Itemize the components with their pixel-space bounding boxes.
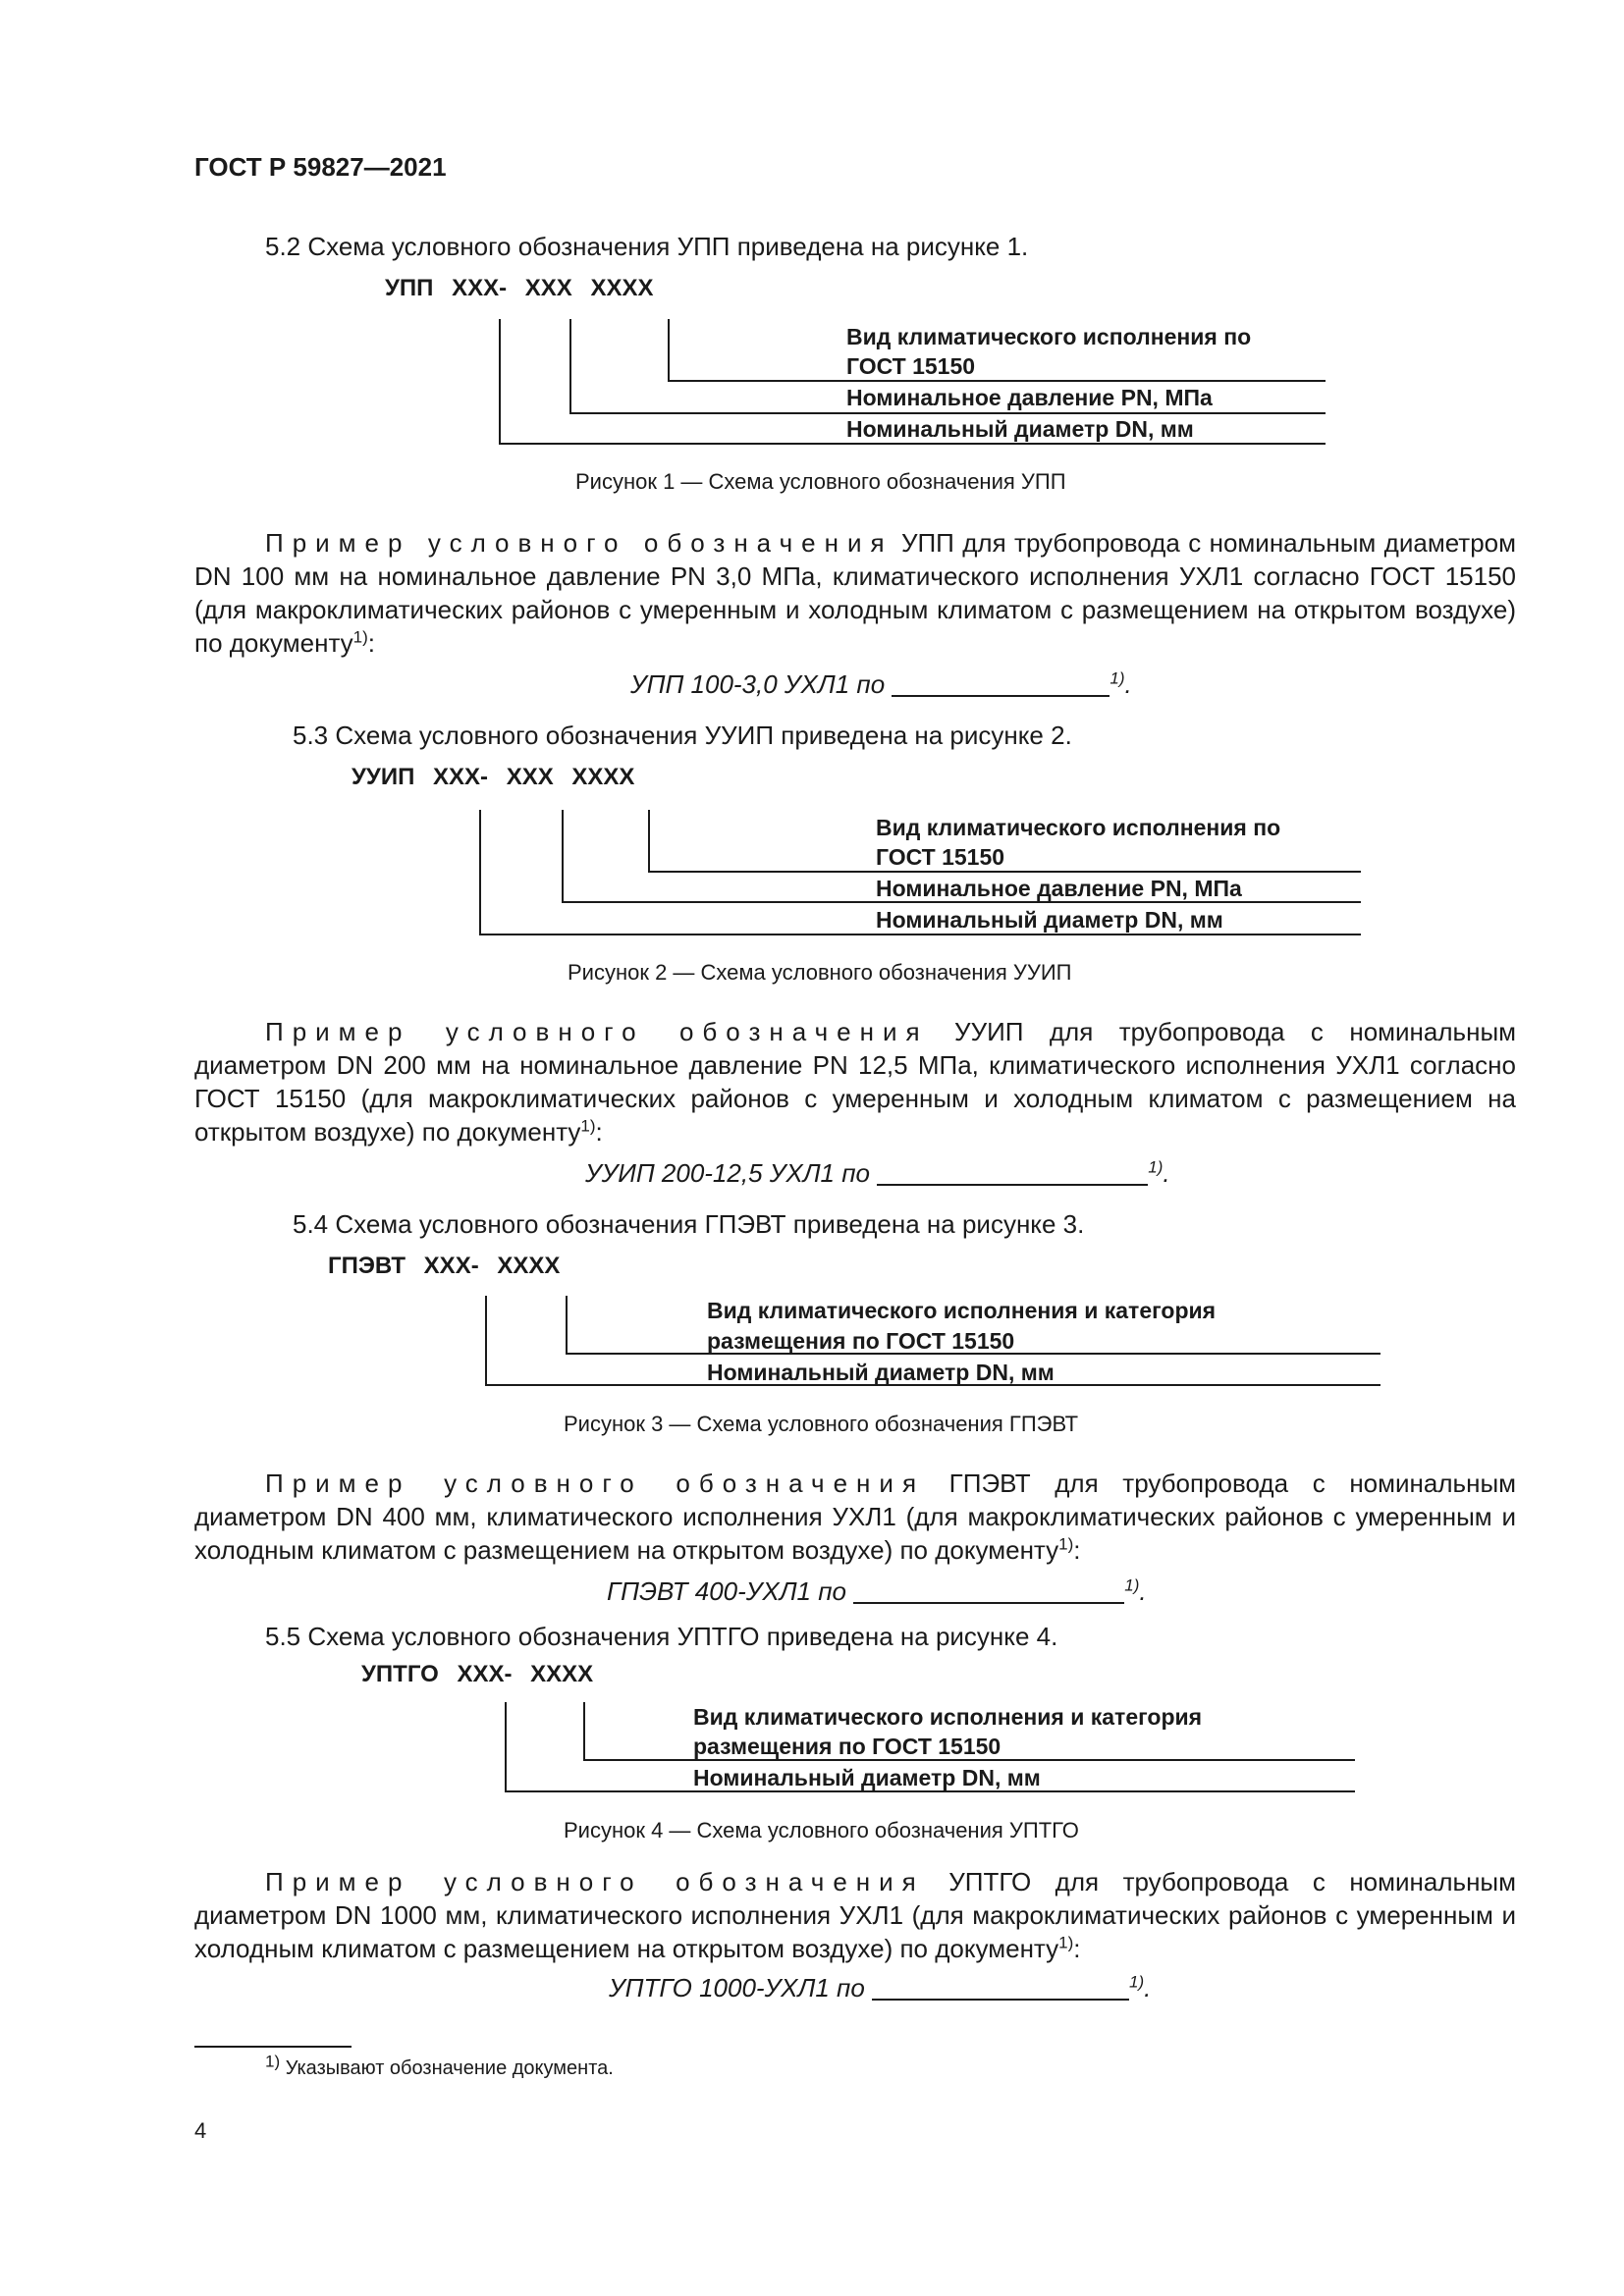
example-2-lead: Пример условного обозначения	[265, 1017, 929, 1046]
section-5-3-heading: 5.3 Схема условного обозначения УУИП приведена на рисунке 2.	[293, 721, 1072, 750]
figure-4-label-placement: размещения по ГОСТ 15150	[693, 1734, 1001, 1759]
page-number: 4	[194, 2118, 207, 2143]
section-5-4-heading: 5.4 Схема условного обозначения ГПЭВТ приведена на рисунке 3.	[293, 1209, 1085, 1239]
footnote-text: Указывают обозначение документа.	[285, 2057, 614, 2079]
document-header: ГОСТ Р 59827—2021	[194, 152, 447, 182]
example-4-lead: Пример условного обозначения	[265, 1867, 925, 1896]
figure-1-caption: Рисунок 1 — Схема условного обозначения УПП	[575, 469, 1066, 494]
figure-3-label-diameter: Номинальный диаметр DN, мм	[707, 1360, 1055, 1385]
figure-1-label-climate: Вид климатического исполнения по	[846, 324, 1252, 349]
figure-3-label-climate: Вид климатического исполнения и категория	[707, 1298, 1217, 1323]
figure-2-code: УУИП ХХХ- ХХХ ХХХХ	[352, 764, 635, 790]
example-1-text: УПП для трубопровода с номинальным диаметром DN 100 мм на номинальное давление PN 3,0 МПа, климатического исполнения УХЛ1 согласно ГОСТ 15150 (для макроклиматических районов с умеренным и холодным климатом с размещением на открытом воздухе) по документу	[194, 528, 1516, 658]
figure-4-label-diameter: Номинальный диаметр DN, мм	[693, 1765, 1041, 1790]
figure-1-code: УПП ХХХ- ХХХ ХХХХ	[385, 275, 654, 301]
section-5-2-heading: 5.2 Схема условного обозначения УПП приведена на рисунке 1.	[265, 232, 1029, 261]
example-2-footnote-ref: 1)	[580, 1116, 596, 1136]
footnote-mark: 1)	[265, 2052, 281, 2071]
example-1-footnote-ref: 1)	[352, 627, 368, 647]
figure-4-caption: Рисунок 4 — Схема условного обозначения УПТГО	[564, 1818, 1079, 1842]
figure-4-code: УПТГО ХХХ- ХХХХ	[361, 1661, 594, 1687]
footnote-separator	[194, 2046, 352, 2048]
example-3-footnote-ref: 1)	[1058, 1534, 1074, 1554]
section-5-5-heading: 5.5 Схема условного обозначения УПТГО приведена на рисунке 4.	[265, 1622, 1058, 1651]
example-1-designation: УПП 100-3,0 УХЛ1 по $^{1)}$.	[630, 668, 1132, 699]
figure-4-label-climate: Вид климатического исполнения и категория	[693, 1704, 1203, 1730]
figure-2-caption: Рисунок 2 — Схема условного обозначения УУИП	[568, 960, 1072, 985]
example-1-lead: Пример условного обозначения	[265, 528, 893, 558]
example-2-designation: УУИП 200-12,5 УХЛ1 по $^{1)}$.	[585, 1157, 1170, 1188]
footnote	[265, 2052, 614, 2080]
example-4-paragraph: Пример условного обозначения УПТГО для трубопровода с номинальным диаметром DN 1000 мм, климатического исполнения УХЛ1 (для макроклиматических районов с умеренным и холодным климатом с размещением на открытом воздухе) по документу$^{1)}$:	[194, 1867, 1516, 1963]
figure-2-label-pressure: Номинальное давление PN, МПа	[876, 876, 1242, 901]
example-1-paragraph: Пример условного обозначения УПП для трубопровода с номинальным диаметром DN 100 мм на номинальное давление PN 3,0 МПа, климатического исполнения УХЛ1 согласно ГОСТ 15150 (для макроклиматических районов с умеренным и холодным климатом с размещением на открытом воздухе) по документу$^{1)}$:	[194, 528, 1516, 658]
figure-3-caption: Рисунок 3 — Схема условного обозначения ГПЭВТ	[564, 1412, 1079, 1436]
figure-1-label-pressure: Номинальное давление PN, МПа	[846, 385, 1213, 410]
figure-1-label-gost: ГОСТ 15150	[846, 353, 976, 379]
figure-2-label-climate: Вид климатического исполнения по	[876, 815, 1281, 840]
example-3-designation: ГПЭВТ 400-УХЛ1 по $^{1)}$.	[607, 1575, 1147, 1606]
example-2-paragraph: Пример условного обозначения УУИП для трубопровода с номинальным диаметром DN 200 мм на номинальное давление PN 12,5 МПа, климатического исполнения УХЛ1 согласно ГОСТ 15150 (для макроклиматических районов с умеренным и холодным климатом с размещением на открытом воздухе) по документу$^{1)}$:	[194, 1017, 1517, 1147]
figure-2-label-diameter: Номинальный диаметр DN, мм	[876, 907, 1223, 933]
figure-3-label-placement: размещения по ГОСТ 15150	[707, 1328, 1015, 1354]
example-4-text: УПТГО для трубопровода с номинальным диаметром DN 1000 мм, климатического исполнения УХЛ1 (для макроклиматических районов с умеренным и холодным климатом с размещением на открытом воздухе) по документу	[194, 1867, 1516, 1963]
figure-1-label-diameter: Номинальный диаметр DN, мм	[846, 416, 1194, 442]
example-3-paragraph: Пример условного обозначения ГПЭВТ для трубопровода с номинальным диаметром DN 400 мм, климатического исполнения УХЛ1 (для макроклиматических районов с умеренным и холодным климатом с размещением на открытом воздухе) по документу$^{1)}$:	[194, 1468, 1517, 1565]
example-3-text: ГПЭВТ для трубопровода с номинальным диаметром DN 400 мм, климатического исполнения УХЛ1 (для макроклиматических районов с умеренным и холодным климатом с размещением на открытом воздухе) по документу	[194, 1468, 1517, 1565]
example-4-designation: УПТГО 1000-УХЛ1 по $^{1)}$.	[609, 1972, 1152, 2002]
figure-3-code: ГПЭВТ ХХХ- ХХХХ	[328, 1253, 561, 1279]
example-2-text: УУИП для трубопровода с номинальным диаметром DN 200 мм на номинальное давление PN 12,5 МПа, климатического исполнения УХЛ1 согласно ГОСТ 15150 (для макроклиматических районов с умеренным и холодным климатом с размещением на открытом воздухе) по документу	[194, 1017, 1517, 1147]
example-4-footnote-ref: 1)	[1058, 1933, 1074, 1952]
example-3-lead: Пример условного обозначения	[265, 1468, 926, 1498]
figure-2-label-gost: ГОСТ 15150	[876, 844, 1005, 870]
